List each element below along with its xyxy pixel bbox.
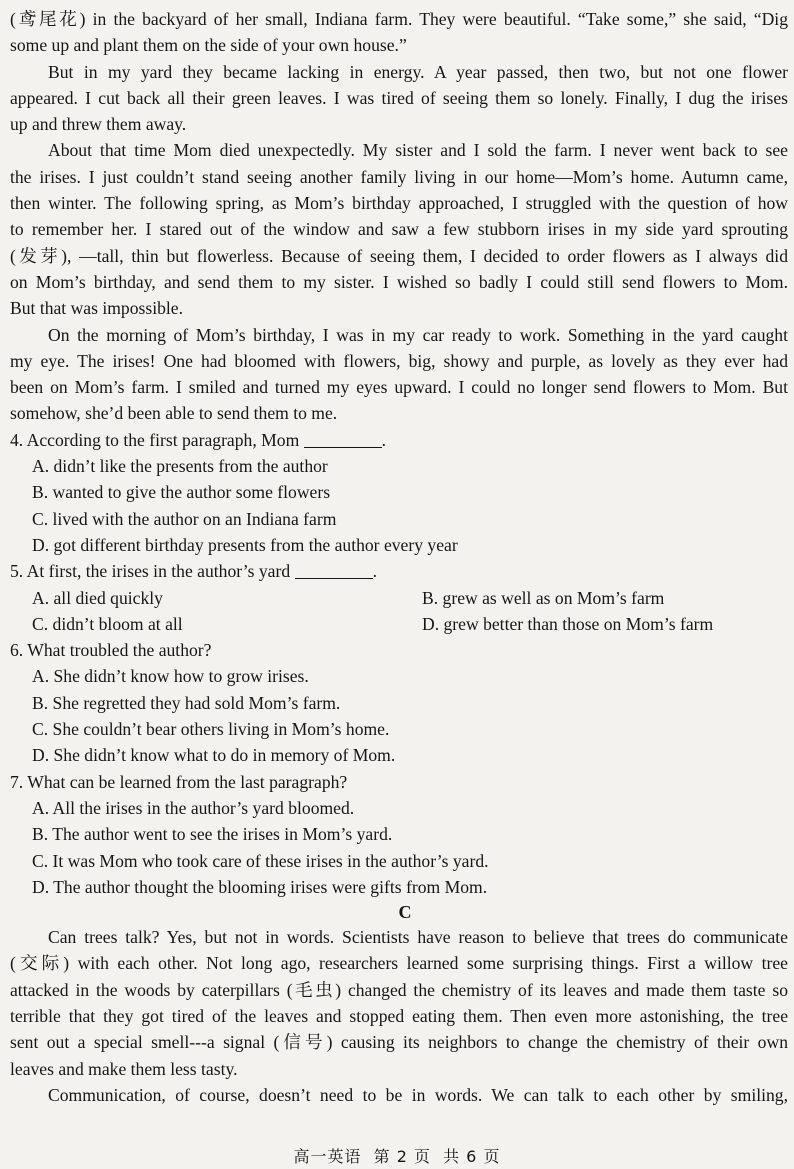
option-a: A. all died quickly [32,587,163,608]
question-4 [10,427,788,558]
passage-line: up and threw them away. [10,114,187,135]
passage-line: But in my yard they became lacking in energy. A year passed, then two, but not one flower [48,61,788,82]
passage-line: appeared. I cut back all their green leaves. I was tired of seeing them so lonely. Finally, I dug the irises [10,87,788,108]
passage-line: then winter. The following spring, as Mom’s birthday approached, I struggled with the question of how [10,193,788,214]
passage-line: Communication, of course, doesn’t need to be in words. We can talk to each other by smiling, [48,1084,788,1105]
option-b: B. She regretted they had sold Mom’s farm. [32,692,341,713]
question-stem [10,427,788,453]
passage-line: my eye. The irises! One had bloomed with flowers, big, showy and purple, as lovely as they ever had [10,350,788,371]
exam-page [10,6,788,1108]
footer-total-pages: 共 6 页 [443,1147,501,1166]
question-7 [10,769,788,900]
option-row [10,585,788,611]
answer-blank [295,560,373,579]
question-6 [10,637,788,768]
passage-line: terrible that they got tired of the leaves and stopped eating them. Then even more astonishing, the tree [10,1005,788,1026]
option-c: C. lived with the author on an Indiana farm [32,508,337,529]
passage-line: to remember her. I stared out of the window and saw a few stubborn irises in my side yard sprouting [10,219,788,240]
passage-line: (发芽), —tall, thin but flowerless. Because of seeing them, I decided to order flowers as I always did [10,245,788,266]
question-punct: . [372,561,377,582]
passage-line: been on Mom’s farm. I smiled and turned my eyes upward. I could no longer send flowers to Mom. But [10,377,788,398]
question-stem: 7. What can be learned from the last paragraph? [10,771,348,792]
option-b: B. wanted to give the author some flowers [32,482,331,503]
option-c: C. It was Mom who took care of these irises in the author’s yard. [32,850,489,871]
option-b: B. grew as well as on Mom’s farm [422,587,665,608]
page-footer [0,1144,794,1167]
option-a: A. All the irises in the author’s yard bloomed. [32,797,355,818]
passage-b [10,6,788,427]
passage-line: (交际) with each other. Not long ago, researchers learned some surprising things. First a willow tree [10,953,788,974]
question-text: 5. At first, the irises in the author’s yard [10,561,291,582]
answer-blank [304,429,382,448]
option-a: A. She didn’t know how to grow irises. [32,666,309,687]
passage-line: (鸢尾花) in the backyard of her small, Indiana farm. They were beautiful. “Take some,” she said, “Dig [10,9,788,29]
passage-line: leaves and make them less tasty. [10,1058,238,1079]
question-stem [10,558,788,584]
footer-subject: 高一英语 [293,1147,362,1166]
section-heading: C [398,902,412,923]
passage-line: Can trees talk? Yes, but not in words. Scientists have reason to believe that trees do communicate [48,927,788,948]
passage-line: on Mom’s birthday, and send them to my sister. I wished so badly I could still send flowers to Mom. [10,271,788,292]
passage-line: attacked in the woods by caterpillars (毛虫) changed the chemistry of its leaves and made them taste so [10,979,788,1000]
footer-page-number: 第 2 页 [373,1147,431,1166]
passage-c [10,900,788,1108]
option-d: D. got different birthday presents from the author every year [32,534,458,555]
passage-line: On the morning of Mom’s birthday, I was in my car ready to work. Something in the yard caught [48,324,788,345]
passage-line: somehow, she’d been able to send them to me. [10,403,338,424]
passage-line: But that was impossible. [10,298,183,319]
passage-line: sent out a special smell---a signal (信号) causing its neighbors to change the chemistry of their own [10,1032,788,1053]
option-b: B. The author went to see the irises in Mom’s yard. [32,824,393,845]
passage-line: the irises. I just couldn’t stand seeing another family living in our home—Mom’s home. Autumn came, [10,166,788,187]
question-stem: 6. What troubled the author? [10,640,212,661]
option-c: C. She couldn’t bear others living in Mom’s home. [32,719,390,740]
option-d: D. She didn’t know what to do in memory of Mom. [32,745,396,766]
question-5 [10,558,788,637]
passage-line: About that time Mom died unexpectedly. My sister and I sold the farm. I never went back to see [48,140,788,161]
question-punct: . [381,429,387,450]
option-d: D. The author thought the blooming irises were gifts from Mom. [32,876,488,897]
option-c: C. didn’t bloom at all [32,613,183,634]
option-a: A. didn’t like the presents from the author [32,456,328,477]
option-d: D. grew better than those on Mom’s farm [422,613,714,634]
option-row [10,611,788,637]
question-text: 4. According to the first paragraph, Mom [10,429,300,450]
passage-line: some up and plant them on the side of your own house.” [10,35,407,56]
